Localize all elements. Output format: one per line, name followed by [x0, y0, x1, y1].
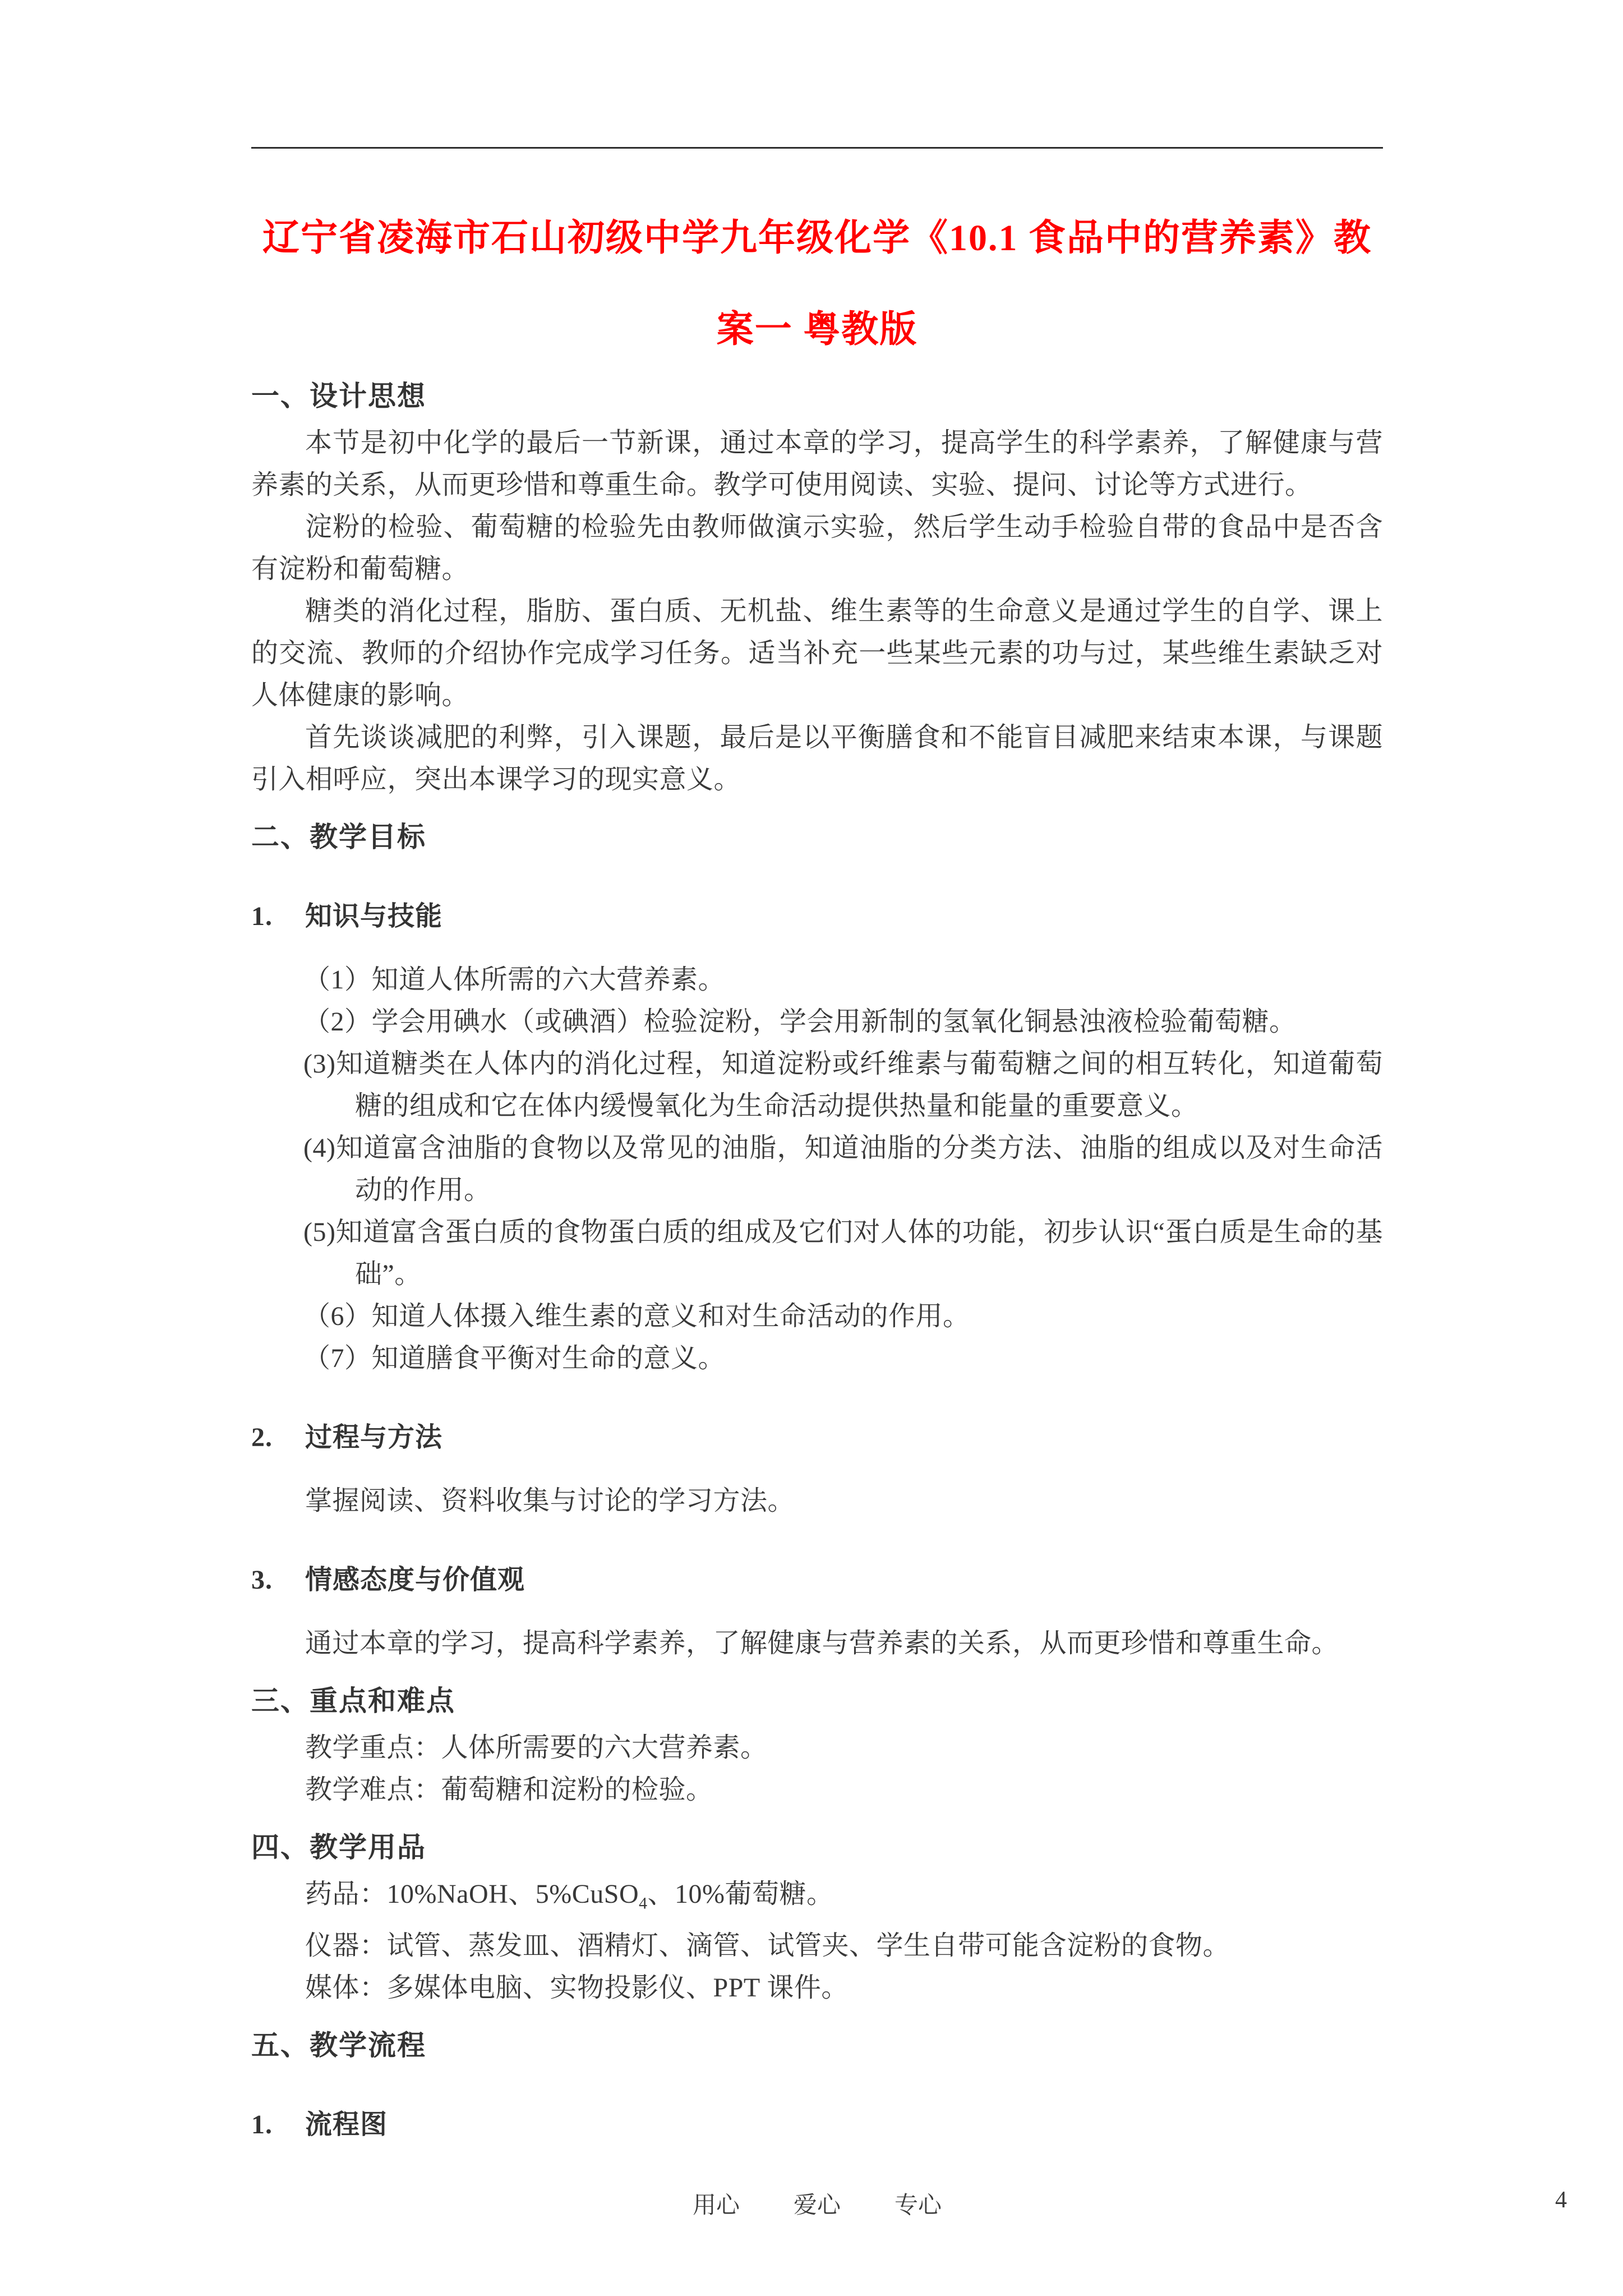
- paragraph: 本节是初中化学的最后一节新课，通过本章的学习，提高学生的科学素养，了解健康与营养素的关系，从而更珍惜和尊重生命。教学可使用阅读、实验、提问、讨论等方式进行。: [251, 428, 1383, 500]
- paragraph: 掌握阅读、资料收集与讨论的学习方法。: [305, 1486, 795, 1516]
- subheading-label: 过程与方法: [305, 1423, 443, 1452]
- subheading-number: 1.: [251, 2109, 273, 2139]
- section-heading-key-difficult-points: 三、重点和难点: [251, 1685, 455, 1717]
- section-heading-teaching-supplies: 四、教学用品: [251, 1832, 426, 1863]
- list-item: (5)知道富含蛋白质的食物蛋白质的组成及它们对人体的功能，初步认识“蛋白质是生命的基础”。: [303, 1217, 1383, 1289]
- list-item: (3)知道糖类在人体内的消化过程，知道淀粉或纤维素与葡萄糖之间的相互转化，知道葡萄糖的组成和它在体内缓慢氧化为生命活动提供热量和能量的重要意义。: [303, 1049, 1383, 1121]
- subheading-knowledge-skills: [251, 895, 1383, 937]
- list-item: （2）学会用碘水（或碘酒）检验淀粉，学会用新制的氢氧化铜悬浊液检验葡萄糖。: [303, 1007, 1297, 1037]
- paragraph: 淀粉的检验、葡萄糖的检验先由教师做演示实验，然后学生动手检验自带的食品中是否含有淀粉和葡萄糖。: [251, 512, 1383, 584]
- paragraph-teaching-key-point: 教学重点：人体所需要的六大营养素。: [305, 1733, 768, 1763]
- subheading-process-method: [251, 1416, 1383, 1458]
- paragraph-instruments: 仪器：试管、蒸发皿、酒精灯、滴管、试管夹、学生自带可能含淀粉的食物。: [305, 1930, 1230, 1961]
- footer-word: 专心: [895, 2193, 942, 2219]
- section-heading-teaching-goals: 二、教学目标: [251, 821, 426, 853]
- section-heading-design-idea: 一、设计思想: [251, 380, 426, 412]
- document-title-line-1: 辽宁省凌海市石山初级中学九年级化学《10.1 食品中的营养素》教: [262, 218, 1372, 259]
- document-title: [251, 192, 1383, 375]
- list-item: （7）知道膳食平衡对生命的意义。: [303, 1343, 726, 1373]
- list-item: （6）知道人体摄入维生素的意义和对生命活动的作用。: [303, 1301, 970, 1331]
- document-title-line-2: 案一 粤教版: [716, 309, 918, 350]
- footer-word: 用心: [692, 2193, 740, 2219]
- chemical-subscript: 4: [639, 1894, 648, 1913]
- subheading-number: 1.: [251, 901, 273, 931]
- list-item: （1）知道人体所需的六大营养素。: [303, 965, 726, 995]
- list-item: (4)知道富含油脂的食物以及常见的油脂，知道油脂的分类方法、油脂的组成以及对生命活动的作用。: [303, 1133, 1383, 1205]
- drugs-text-after-subscript: 、10%葡萄糖。: [647, 1879, 834, 1909]
- subheading-label: 情感态度与价值观: [305, 1565, 525, 1595]
- knowledge-skills-list: [251, 959, 1383, 1379]
- document-content: [251, 147, 1383, 2167]
- subheading-number: 2.: [251, 1423, 273, 1452]
- section-heading-teaching-process: 五、教学流程: [251, 2029, 426, 2061]
- drugs-text-before-subscript: 药品：10%NaOH、5%CuSO: [305, 1879, 639, 1909]
- paragraph: 通过本章的学习，提高科学素养，了解健康与营养素的关系，从而更珍惜和尊重生命。: [305, 1628, 1339, 1658]
- paragraph: 首先谈谈减肥的利弊，引入课题，最后是以平衡膳食和不能盲目减肥来结束本课，与课题引入相呼应，突出本课学习的现实意义。: [251, 723, 1383, 794]
- paragraph-teaching-difficult-point: 教学难点：葡萄糖和淀粉的检验。: [305, 1775, 713, 1805]
- page-footer: [251, 2187, 1383, 2220]
- subheading-label: 流程图: [305, 2109, 388, 2139]
- subheading-flow-chart: [251, 2104, 1383, 2146]
- paragraph-drugs: [251, 1873, 1383, 1925]
- header-rule: [251, 147, 1383, 149]
- page-number: 4: [1555, 2187, 1567, 2213]
- subheading-emotion-attitude-values: [251, 1559, 1383, 1601]
- subheading-number: 3.: [251, 1565, 273, 1595]
- footer-word: 爱心: [793, 2193, 841, 2219]
- subheading-label: 知识与技能: [305, 901, 443, 931]
- paragraph: 糖类的消化过程，脂肪、蛋白质、无机盐、维生素等的生命意义是通过学生的自学、课上的交流、教师的介绍协作完成学习任务。适当补充一些某些元素的功与过，某些维生素缺乏对人体健康的影响。: [251, 596, 1383, 710]
- paragraph-media: 媒体：多媒体电脑、实物投影仪、PPT 课件。: [305, 1972, 849, 2003]
